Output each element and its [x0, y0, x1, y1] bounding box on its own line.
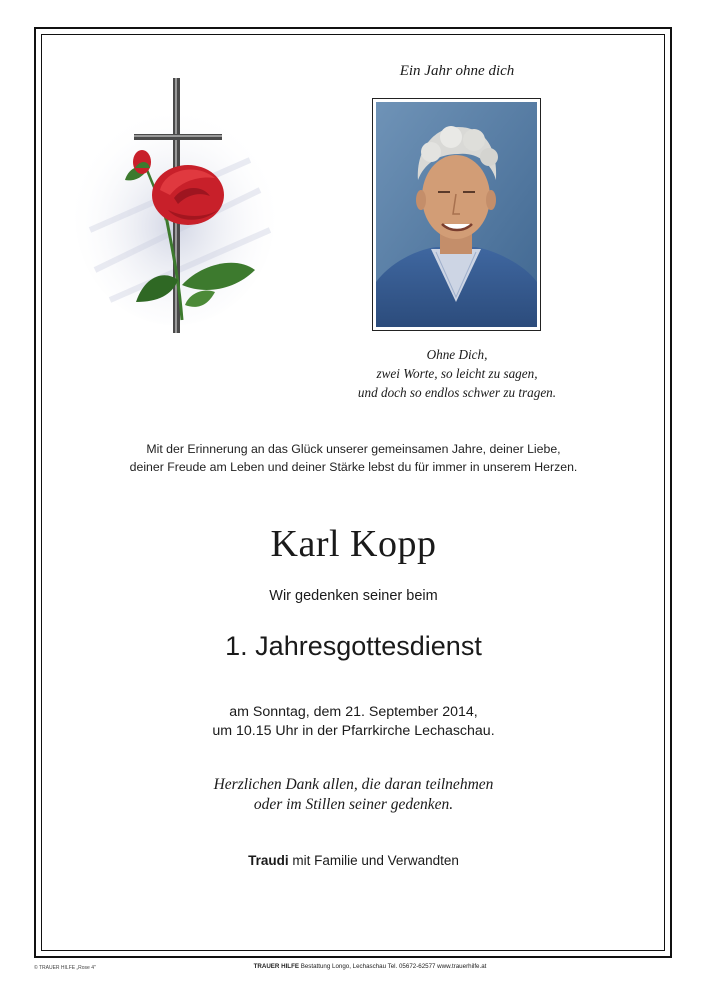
cross-with-rose-icon — [70, 70, 290, 350]
service-title: 1. Jahresgottesdienst — [225, 631, 482, 661]
deceased-name: Karl Kopp — [270, 523, 437, 565]
service-details — [60, 703, 647, 741]
signature — [60, 853, 647, 868]
signature-name: Traudi — [248, 853, 289, 868]
time-place-line: um 10.15 Uhr in der Pfarrkirche Lechaschau. — [212, 723, 495, 739]
footer-details: Bestattung Longo, Lechaschau Tel. 05672-62577 www.trauerhilfe.at — [299, 963, 487, 970]
memory-line: Mit der Erinnerung an das Glück unserer gemeinsamen Jahre, deiner Liebe, — [146, 442, 561, 456]
date-line: am Sonntag, dem 21. September 2014, — [229, 704, 478, 720]
signature-rest: mit Familie und Verwandten — [288, 853, 459, 868]
memory-line: deiner Freude am Leben und deiner Stärke lebst du für immer in unserem Herzen. — [129, 460, 578, 474]
portrait-photo — [372, 98, 541, 331]
footer-imprint — [150, 963, 590, 970]
thanks-text — [60, 775, 647, 815]
thanks-line: Herzlichen Dank allen, die daran teilnehmen — [213, 776, 494, 793]
header-quote: Ein Jahr ohne dich — [399, 63, 515, 79]
footer-brand: TRAUER HILFE — [253, 963, 299, 970]
poem — [322, 345, 592, 402]
poem-line: zwei Worte, so leicht zu sagen, — [376, 366, 538, 381]
poem-line: Ohne Dich, — [426, 347, 488, 362]
poem-line: und doch so endlos schwer zu tragen. — [357, 385, 557, 400]
intro-text: Wir gedenken seiner beim — [269, 588, 438, 604]
thanks-line: oder im Stillen seiner gedenken. — [253, 796, 454, 813]
memory-text — [60, 440, 647, 476]
footer-copyright: © TRAUER HILFE „Rose 4" — [34, 965, 96, 971]
